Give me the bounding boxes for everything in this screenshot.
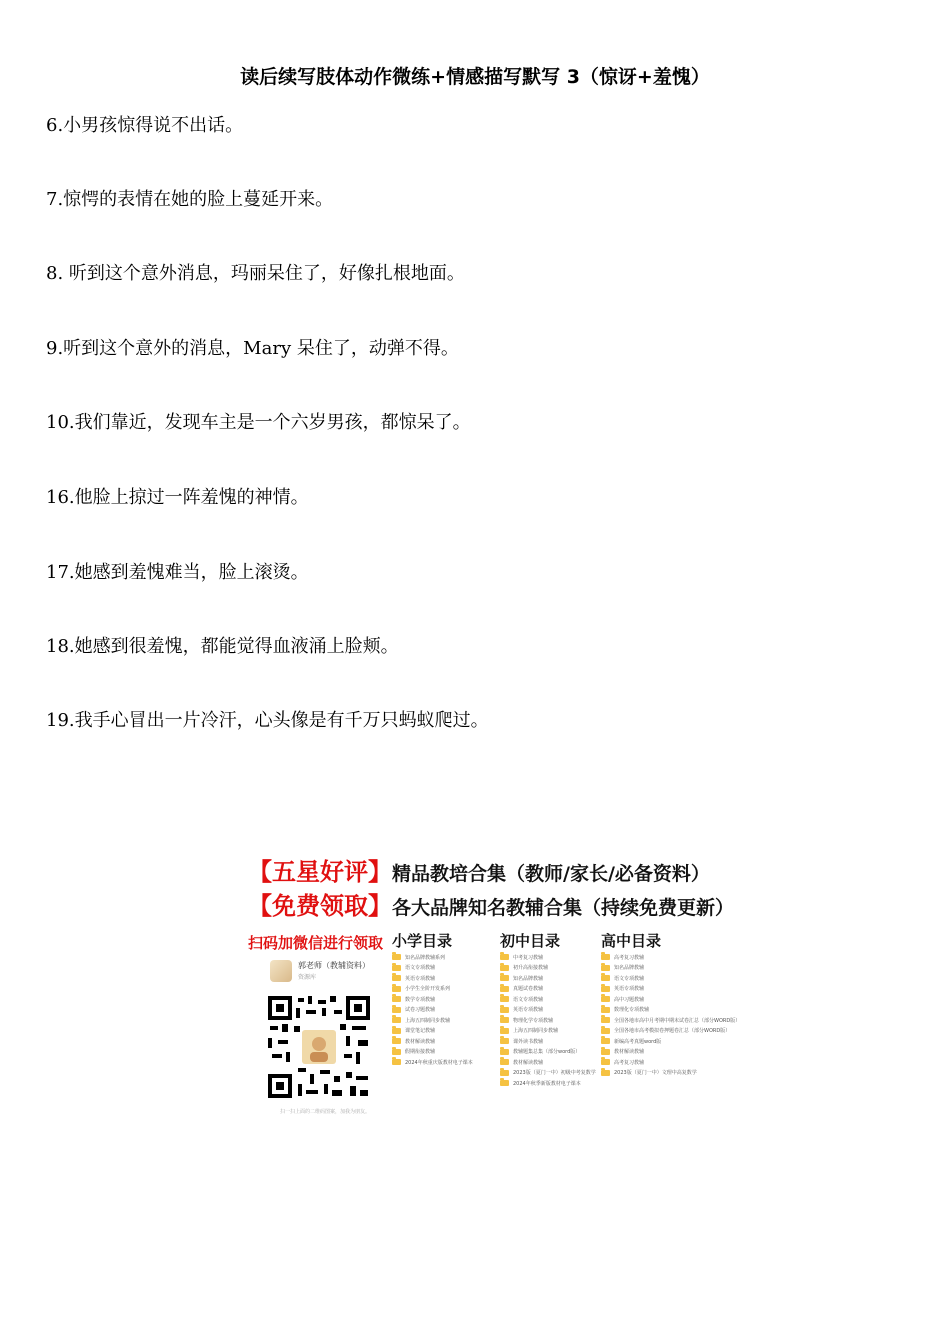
folder-list-middle (500, 952, 596, 1089)
folder-icon (500, 954, 509, 960)
folder-label: 知名品牌教辅 (614, 965, 645, 972)
folder-item (500, 1036, 596, 1047)
folder-icon (392, 954, 401, 960)
folder-item (392, 984, 473, 995)
qr-caption: 扫一扫上面的二维码图案，加我为朋友。 (279, 1109, 370, 1115)
list-item: 10.我们靠近，发现车主是一个六岁男孩，都惊呆了。 (46, 412, 471, 433)
folder-item (392, 1026, 473, 1037)
folder-label: 教材解读教辅 (405, 1038, 436, 1045)
folder-label: 知名品牌教辅 (513, 975, 544, 982)
promo-line-2 (248, 886, 734, 921)
folder-item (601, 1015, 740, 1026)
folder-label: 2023版（夏门一中）初级中考复数学 (513, 1070, 596, 1077)
promo-line-1 (248, 852, 710, 887)
list-item: 8. 听到这个意外消息，玛丽呆住了，好像扎根地面。 (46, 263, 465, 284)
folder-label: 高中习题教辅 (614, 996, 645, 1003)
folder-icon (601, 1017, 610, 1023)
folder-item (500, 963, 596, 974)
folder-item (601, 984, 740, 995)
column-heading: 初中目录 (500, 932, 561, 950)
folder-label: 初升高衔接教辅 (513, 965, 549, 972)
folder-icon (500, 986, 509, 992)
folder-label: 上海五四制同步教辅 (405, 1017, 451, 1024)
folder-label: 语文专项教辅 (513, 996, 544, 1003)
folder-icon (392, 986, 401, 992)
avatar (270, 960, 292, 982)
folder-icon (392, 975, 401, 981)
folder-label: 小学生全阶开发系列 (405, 986, 451, 993)
folder-list-high (601, 952, 740, 1078)
folder-icon (601, 1049, 610, 1055)
folder-icon (392, 965, 401, 971)
folder-icon (601, 1007, 610, 1013)
folder-item (601, 1005, 740, 1016)
folder-item (500, 1005, 596, 1016)
column-heading: 高中目录 (601, 932, 662, 950)
folder-icon (500, 1017, 509, 1023)
folder-item (392, 952, 473, 963)
folder-item (392, 1057, 473, 1068)
folder-item (500, 994, 596, 1005)
folder-label: 教辅题集总集（部分word版） (513, 1049, 581, 1056)
folder-icon (392, 1038, 401, 1044)
qr-code-icon (266, 994, 372, 1100)
list-item: 19.我手心冒出一片冷汗，心头像是有千万只蚂蚁爬过。 (46, 710, 489, 731)
folder-icon (500, 1059, 509, 1065)
teacher-subtitle: 资源库 (298, 974, 317, 981)
folder-list-primary (392, 952, 473, 1068)
folder-item (601, 1068, 740, 1079)
promo-text: 精品教培合集（教师/家长/必备资料） (392, 863, 710, 885)
page-title: 读后续写肢体动作微练+情感描写默写 3（惊讶+羞愧） (240, 66, 710, 88)
folder-label: 试卷习题教辅 (405, 1007, 436, 1014)
folder-item (601, 952, 740, 963)
folder-label: 2024年秋重庆版教材电子课本 (405, 1059, 473, 1066)
folder-item (500, 1057, 596, 1068)
folder-icon (601, 975, 610, 981)
folder-item (601, 963, 740, 974)
folder-icon (601, 965, 610, 971)
folder-icon (500, 965, 509, 971)
list-item: 7.惊愕的表情在她的脸上蔓延开来。 (46, 189, 334, 210)
folder-item (392, 1015, 473, 1026)
folder-icon (601, 996, 610, 1002)
folder-icon (601, 986, 610, 992)
folder-icon (500, 1038, 509, 1044)
folder-icon (392, 1059, 401, 1065)
folder-icon (500, 1080, 509, 1086)
folder-icon (500, 1028, 509, 1034)
teacher-name: 郭老师（教辅资料） (298, 961, 370, 970)
folder-item (392, 973, 473, 984)
folder-item (601, 1057, 740, 1068)
folder-item (500, 1078, 596, 1089)
folder-item (500, 1015, 596, 1026)
list-item: 18.她感到很羞愧，都能觉得血液涌上脸颊。 (46, 636, 399, 657)
folder-label: 课外读书教辅 (513, 1038, 544, 1045)
folder-label: 高考复习教辅 (614, 1059, 645, 1066)
scan-instruction: 扫码加微信进行领取 (248, 934, 384, 952)
folder-label: 假期衔接教辅 (405, 1049, 436, 1056)
folder-label: 英语专项教辅 (513, 1007, 544, 1014)
wechat-card (262, 952, 388, 1120)
folder-label: 上海五四制同步教辅 (513, 1028, 559, 1035)
list-item: 6.小男孩惊得说不出话。 (46, 115, 244, 136)
folder-icon (601, 954, 610, 960)
folder-item (500, 1047, 596, 1058)
folder-icon (500, 996, 509, 1002)
folder-item (601, 1026, 740, 1037)
folder-icon (392, 1028, 401, 1034)
list-item: 16.他脸上掠过一阵羞愧的神情。 (46, 487, 309, 508)
folder-label: 知名品牌教辅系列 (405, 954, 446, 961)
folder-label: 真题试卷教辅 (513, 986, 544, 993)
folder-item (601, 973, 740, 984)
folder-icon (500, 1007, 509, 1013)
folder-label: 全国各地市高中月考期中期末试卷汇总（部分WORD版） (614, 1017, 741, 1024)
promo-text: 各大品牌知名教辅合集（持续免费更新） (392, 897, 735, 919)
folder-label: 数理化专项教辅 (614, 1007, 650, 1014)
folder-item (500, 1026, 596, 1037)
folder-icon (392, 1017, 401, 1023)
folder-item (500, 952, 596, 963)
column-heading: 小学目录 (392, 932, 453, 950)
folder-label: 英语专项教辅 (614, 986, 645, 993)
folder-item (392, 1036, 473, 1047)
folder-label: 课堂笔记教辅 (405, 1028, 436, 1035)
folder-item (601, 994, 740, 1005)
folder-icon (500, 1049, 509, 1055)
folder-icon (392, 996, 401, 1002)
folder-item (392, 1005, 473, 1016)
folder-item (500, 984, 596, 995)
folder-item (601, 1036, 740, 1047)
folder-label: 高考复习教辅 (614, 954, 645, 961)
folder-label: 数学专项教辅 (405, 996, 436, 1003)
folder-label: 教材解读教辅 (513, 1059, 544, 1066)
promo-highlight: 【五星好评】 (248, 858, 392, 886)
folder-item (500, 973, 596, 984)
folder-label: 中考复习教辅 (513, 954, 544, 961)
folder-label: 新编高考真题word版 (614, 1038, 662, 1045)
folder-icon (601, 1070, 610, 1076)
folder-label: 英语专项教辅 (405, 975, 436, 982)
folder-icon (500, 975, 509, 981)
folder-label: 语文专项教辅 (614, 975, 645, 982)
folder-label: 2024年秋季新版教材电子课本 (513, 1080, 581, 1087)
folder-icon (500, 1070, 509, 1076)
promo-highlight: 【免费领取】 (248, 892, 392, 920)
folder-item (392, 1047, 473, 1058)
folder-icon (392, 1007, 401, 1013)
list-item: 9.听到这个意外的消息，Mary 呆住了，动弹不得。 (46, 338, 459, 359)
folder-item (392, 994, 473, 1005)
folder-item (392, 963, 473, 974)
folder-icon (601, 1059, 610, 1065)
folder-item (601, 1047, 740, 1058)
folder-label: 语文专项教辅 (405, 965, 436, 972)
folder-label: 2023版（夏门一中）文理中高复数学 (614, 1070, 697, 1077)
list-item: 17.她感到羞愧难当，脸上滚烫。 (46, 562, 309, 583)
folder-icon (601, 1028, 610, 1034)
folder-label: 物理化学专项教辅 (513, 1017, 554, 1024)
promo-banner (248, 852, 741, 1120)
folder-icon (392, 1049, 401, 1055)
folder-icon (601, 1038, 610, 1044)
folder-label: 全国各地市高考模拟卷押题卷汇总（部分WORD版） (614, 1028, 731, 1035)
folder-item (500, 1068, 596, 1079)
folder-label: 教材解读教辅 (614, 1049, 645, 1056)
